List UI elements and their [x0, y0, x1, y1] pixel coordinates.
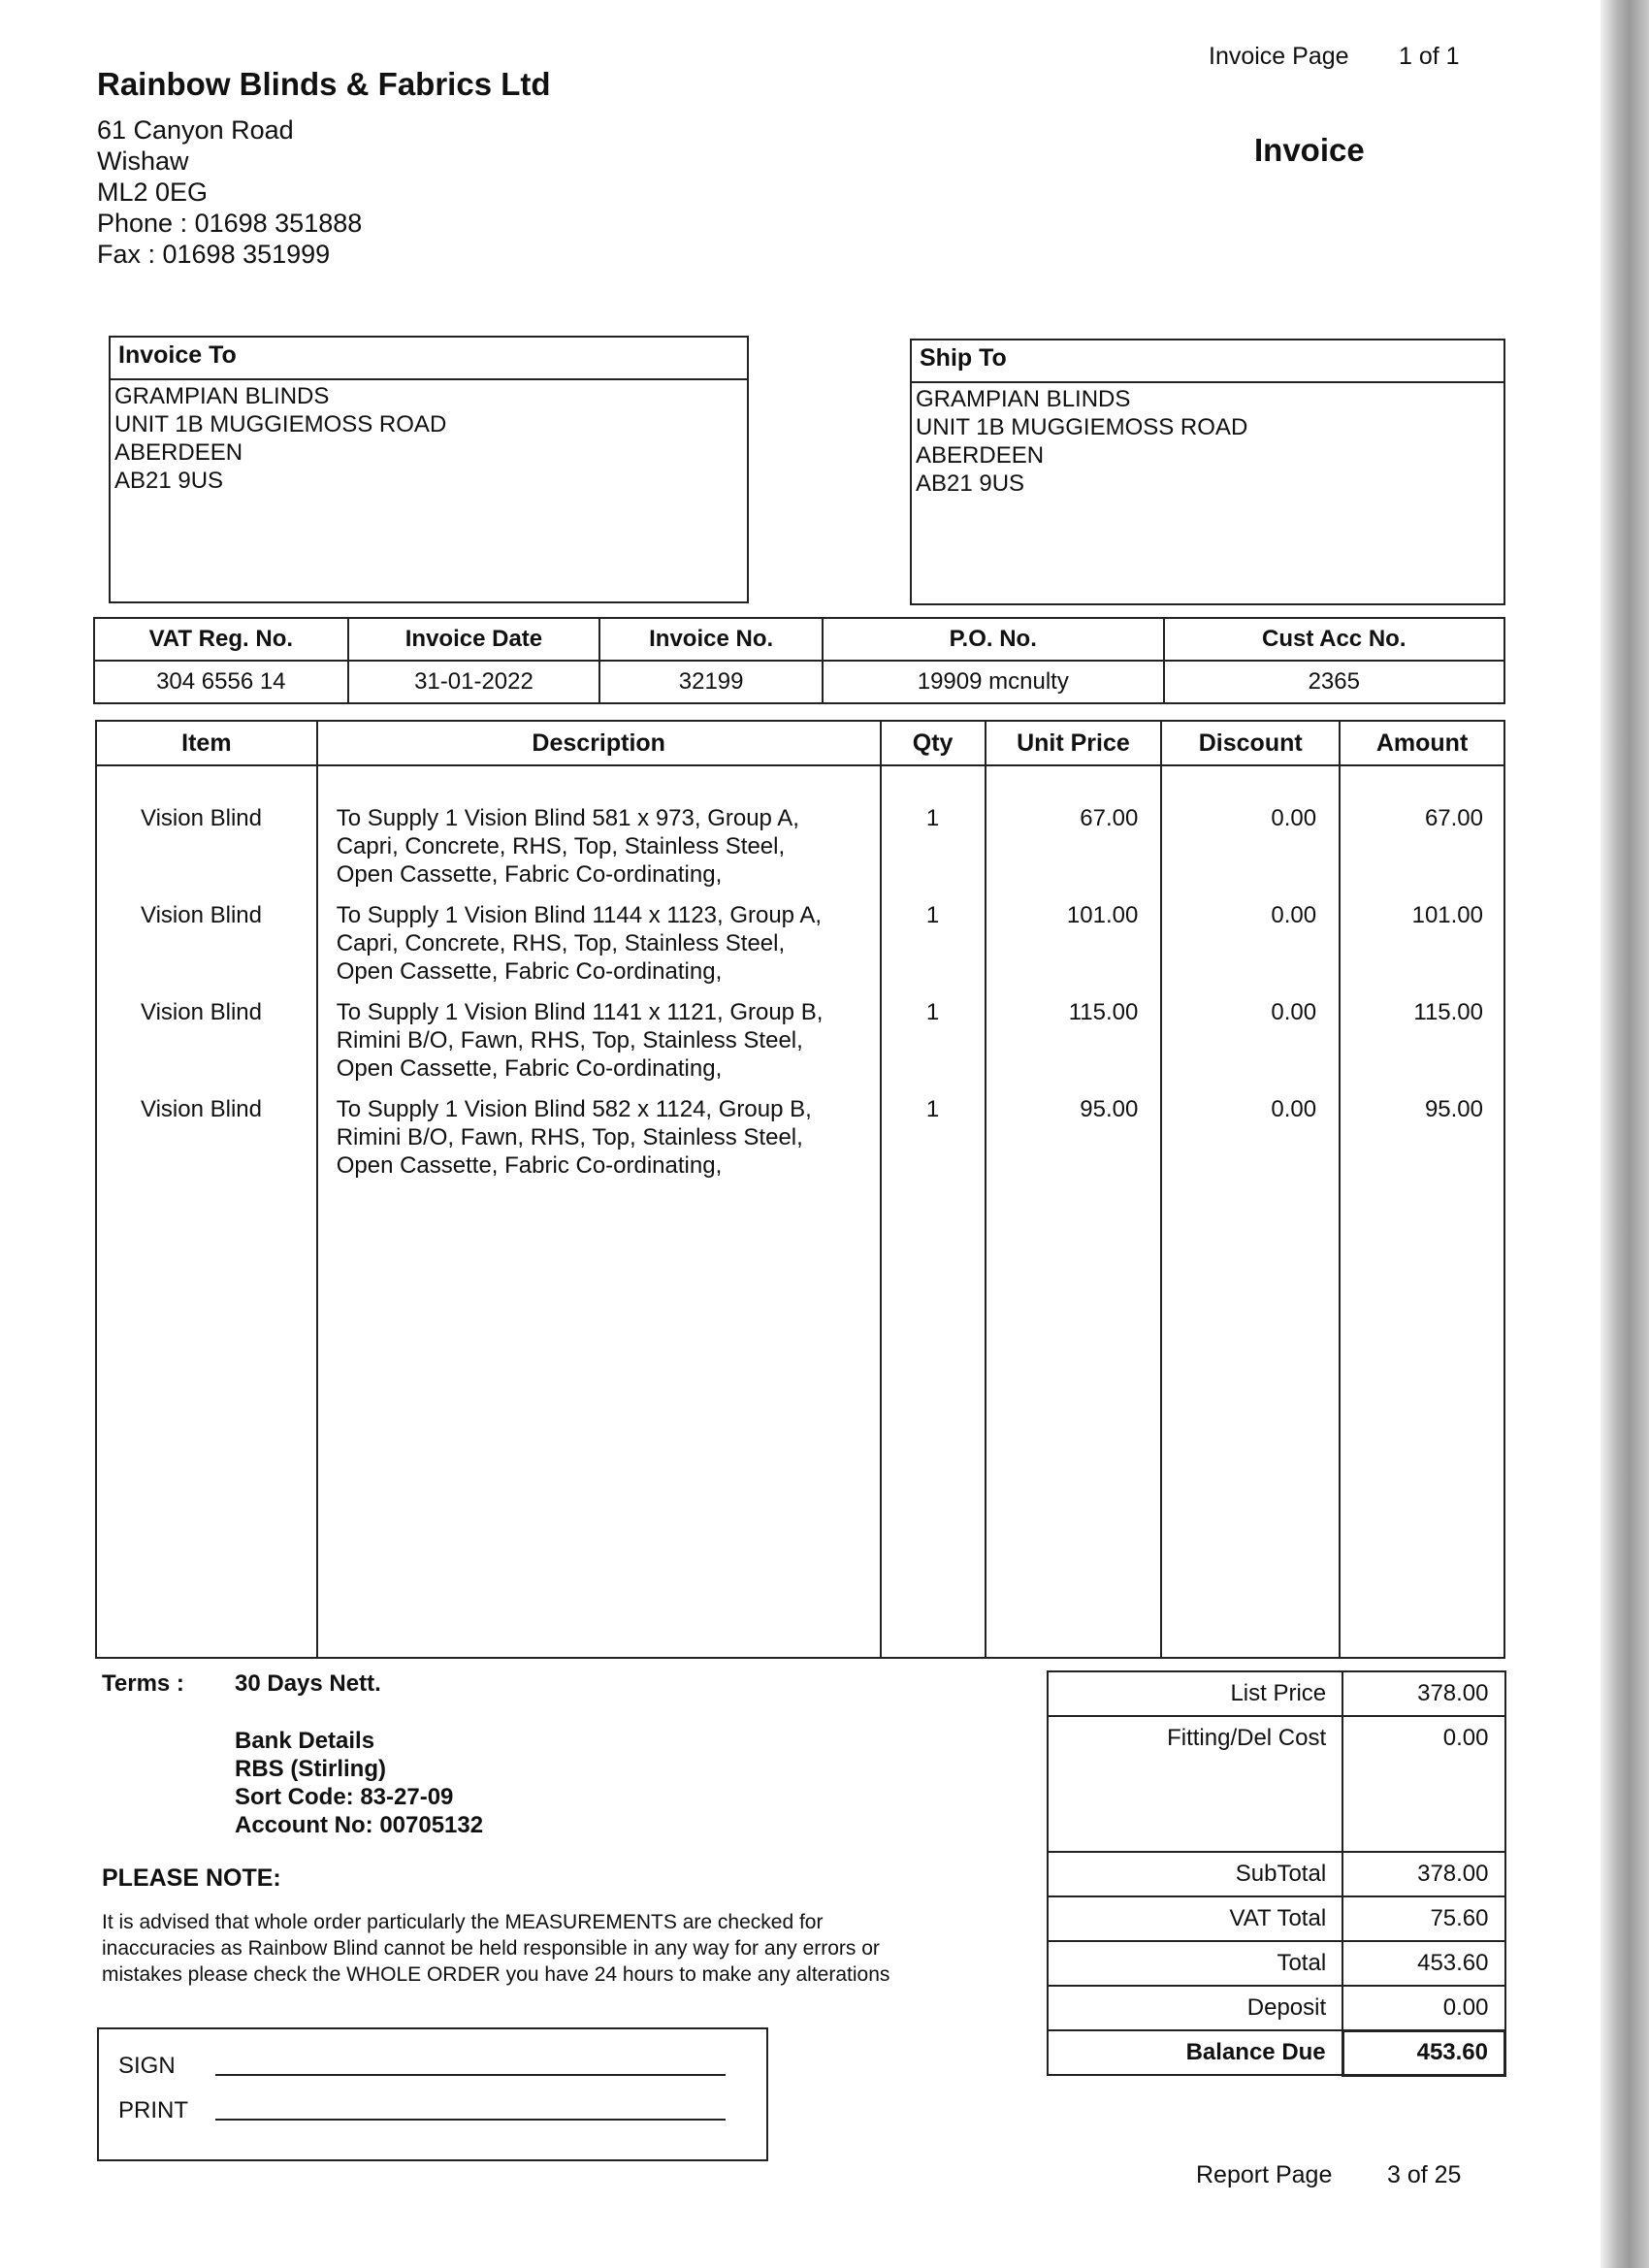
ship-to-heading: Ship To	[912, 340, 1504, 383]
cust-acc-header: Cust Acc No.	[1164, 618, 1504, 661]
invoice-to-box	[109, 336, 749, 603]
invoice-to-address	[111, 380, 747, 497]
subtotal-value: 378.00	[1342, 1852, 1504, 1896]
cust-acc-value: 2365	[1164, 661, 1504, 703]
document-title: Invoice	[1254, 132, 1365, 168]
discount-column	[1161, 765, 1340, 1658]
description-line: To Supply 1 Vision Blind 1144 x 1123, Group A,	[336, 902, 823, 928]
invoice-page-label: Invoice Page	[1209, 43, 1349, 70]
qty-column-inner	[883, 767, 984, 1192]
ship-to-address	[912, 383, 1504, 500]
amount-column-inner	[1342, 767, 1503, 1192]
item-amount: 95.00	[1424, 1096, 1483, 1122]
fitting-cost-value: 0.00	[1342, 1716, 1504, 1852]
subtotal-label: SubTotal	[1048, 1852, 1342, 1896]
invoice-no-value: 32199	[599, 661, 823, 703]
po-no-value: 19909 mcnulty	[823, 661, 1164, 703]
bank-line: Account No: 00705132	[235, 1812, 484, 1838]
description-line: Open Cassette, Fabric Co-ordinating,	[336, 1152, 723, 1179]
address-line: ABERDEEN	[114, 439, 243, 466]
report-page-value: 3 of 25	[1387, 2161, 1462, 2188]
sign-label: SIGN	[118, 2053, 176, 2079]
deposit-value: 0.00	[1342, 1986, 1504, 2030]
vat-total-value: 75.60	[1342, 1896, 1504, 1941]
item-unit-price: 115.00	[1068, 999, 1139, 1025]
company-address	[97, 114, 362, 270]
vat-reg-header: VAT Reg. No.	[94, 618, 348, 661]
print-line[interactable]	[215, 2119, 726, 2121]
item-discount: 0.00	[1271, 999, 1317, 1025]
item-qty: 1	[925, 1096, 940, 1122]
discount-column-inner	[1163, 767, 1338, 1192]
vat-reg-value: 304 6556 14	[94, 661, 348, 703]
discount-header: Discount	[1161, 721, 1340, 765]
report-page-label: Report Page	[1196, 2161, 1333, 2188]
bank-line: Bank Details	[235, 1728, 375, 1754]
note-line: It is advised that whole order particularly the MEASUREMENTS are checked for	[102, 1911, 824, 1933]
invoice-meta-table	[93, 617, 1505, 704]
item-header: Item	[96, 721, 317, 765]
item-name: Vision Blind	[141, 902, 262, 928]
item-qty: 1	[925, 999, 940, 1025]
item-name: Vision Blind	[141, 999, 262, 1025]
invoice-no-header: Invoice No.	[599, 618, 823, 661]
item-column	[96, 765, 317, 1658]
address-line: UNIT 1B MUGGIEMOSS ROAD	[114, 411, 447, 437]
company-name: Rainbow Blinds & Fabrics Ltd	[97, 66, 551, 102]
totals-table	[1047, 1670, 1506, 2077]
description-line: Rimini B/O, Fawn, RHS, Top, Stainless Steel,	[336, 1027, 803, 1053]
description-line: To Supply 1 Vision Blind 1141 x 1121, Group B,	[336, 999, 824, 1025]
note-heading: PLEASE NOTE:	[102, 1864, 281, 1892]
item-unit-price: 101.00	[1066, 902, 1139, 928]
item-name: Vision Blind	[141, 1096, 262, 1122]
total-value: 453.60	[1342, 1941, 1504, 1986]
bank-details	[235, 1727, 483, 1839]
terms-label: Terms :	[102, 1670, 184, 1697]
fax-line: Fax : 01698 351999	[97, 240, 331, 269]
description-line: To Supply 1 Vision Blind 582 x 1124, Group B,	[336, 1096, 812, 1122]
sign-line[interactable]	[215, 2074, 726, 2076]
item-amount: 101.00	[1411, 902, 1483, 928]
item-description	[337, 901, 879, 998]
list-price-value: 378.00	[1342, 1671, 1504, 1716]
amount-column	[1340, 765, 1504, 1658]
description-line: To Supply 1 Vision Blind 581 x 973, Group A,	[336, 805, 799, 831]
note-line: mistakes please check the WHOLE ORDER you have 24 hours to make any alterations	[102, 1963, 890, 1986]
item-unit-price: 95.00	[1080, 1096, 1139, 1122]
address-line: 61 Canyon Road	[97, 115, 294, 145]
unit-price-header: Unit Price	[986, 721, 1162, 765]
description-line: Open Cassette, Fabric Co-ordinating,	[336, 1055, 723, 1082]
bank-line: Sort Code: 83-27-09	[235, 1784, 454, 1810]
phone-line: Phone : 01698 351888	[97, 209, 363, 238]
qty-header: Qty	[881, 721, 986, 765]
address-line: UNIT 1B MUGGIEMOSS ROAD	[916, 414, 1248, 440]
item-amount: 115.00	[1413, 999, 1483, 1025]
signature-box	[97, 2027, 768, 2161]
description-line: Rimini B/O, Fawn, RHS, Top, Stainless Steel,	[336, 1124, 803, 1150]
address-line: GRAMPIAN BLINDS	[114, 383, 330, 409]
address-line: GRAMPIAN BLINDS	[916, 386, 1131, 412]
scan-edge-shadow	[1600, 0, 1649, 2268]
qty-column	[881, 765, 986, 1658]
item-qty: 1	[925, 902, 940, 928]
description-header: Description	[317, 721, 881, 765]
amount-header: Amount	[1340, 721, 1504, 765]
item-column-inner	[98, 767, 315, 1192]
item-name: Vision Blind	[141, 805, 262, 831]
address-line: Wishaw	[97, 146, 189, 176]
item-discount: 0.00	[1271, 805, 1317, 831]
invoice-to-heading: Invoice To	[111, 338, 747, 380]
item-discount: 0.00	[1271, 902, 1317, 928]
item-amount: 67.00	[1424, 805, 1483, 831]
address-line: ABERDEEN	[916, 442, 1045, 469]
description-line: Capri, Concrete, RHS, Top, Stainless Steel,	[336, 833, 786, 859]
item-qty: 1	[925, 805, 940, 831]
unit-price-column-inner	[987, 767, 1160, 1192]
line-items-table	[95, 720, 1505, 1659]
item-unit-price: 67.00	[1080, 805, 1139, 831]
note-line: inaccuracies as Rainbow Blind cannot be held responsible in any way for any errors or	[102, 1937, 880, 1960]
invoice-date-header: Invoice Date	[348, 618, 600, 661]
description-column-inner	[319, 767, 879, 1192]
unit-price-column	[986, 765, 1162, 1658]
vat-total-label: VAT Total	[1048, 1896, 1342, 1941]
item-description	[337, 804, 879, 901]
total-label: Total	[1048, 1941, 1342, 1986]
address-line: AB21 9US	[114, 468, 224, 494]
deposit-label: Deposit	[1048, 1986, 1342, 2030]
balance-due-value: 453.60	[1342, 2030, 1504, 2075]
description-line: Open Cassette, Fabric Co-ordinating,	[336, 958, 723, 985]
terms-value: 30 Days Nett.	[235, 1670, 381, 1697]
address-line: ML2 0EG	[97, 178, 209, 207]
description-line: Capri, Concrete, RHS, Top, Stainless Steel,	[336, 930, 786, 956]
note-text	[102, 1909, 994, 1988]
item-discount: 0.00	[1271, 1096, 1317, 1122]
item-description	[337, 1095, 879, 1192]
invoice-date-value: 31-01-2022	[348, 661, 600, 703]
print-label: PRINT	[118, 2097, 188, 2123]
list-price-label: List Price	[1048, 1671, 1342, 1716]
balance-due-label: Balance Due	[1048, 2030, 1342, 2075]
ship-to-box	[910, 339, 1505, 605]
fitting-cost-label: Fitting/Del Cost	[1048, 1716, 1342, 1852]
po-no-header: P.O. No.	[823, 618, 1164, 661]
address-line: AB21 9US	[916, 470, 1025, 497]
description-line: Open Cassette, Fabric Co-ordinating,	[336, 861, 723, 888]
description-column	[317, 765, 881, 1658]
invoice-page-value: 1 of 1	[1399, 43, 1460, 70]
item-description	[337, 998, 879, 1095]
bank-line: RBS (Stirling)	[235, 1756, 386, 1782]
